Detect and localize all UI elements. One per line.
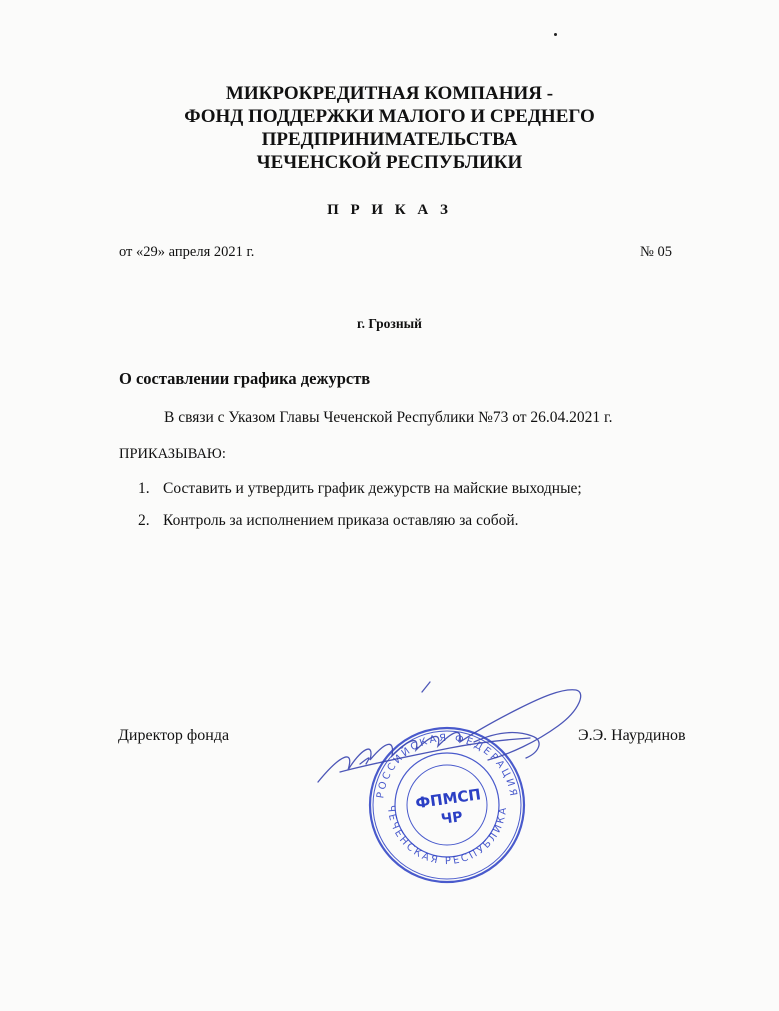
handwritten-signature (300, 660, 600, 800)
order-items (138, 480, 582, 544)
seal-center-bottom: ЧР (440, 809, 464, 828)
order-word: ПРИКАЗЫВАЮ: (119, 446, 226, 462)
header-line-3: ПРЕДПРИНИМАТЕЛЬСТВА (261, 129, 518, 150)
signatory-name: Э.Э. Наурдинов (578, 727, 686, 744)
signatory-position: Директор фонда (118, 727, 230, 744)
order-item (138, 480, 582, 498)
document-title: П Р И К А З (327, 202, 452, 218)
order-item (138, 512, 582, 530)
document-number: № 05 (640, 244, 672, 260)
document-date: от «29» апреля 2021 г. (119, 244, 255, 260)
order-item-text: Составить и утвердить график дежурств на майские выходные; (163, 480, 582, 497)
order-item-number: 2. (138, 512, 150, 529)
document-subject: О составлении графика дежурств (119, 369, 371, 388)
header-line-2: ФОНД ПОДДЕРЖКИ МАЛОГО И СРЕДНЕГО (184, 106, 595, 127)
organization-header (0, 82, 779, 174)
order-item-number: 1. (138, 480, 150, 497)
seal-ring-top: РОССИЙСКАЯ ФЕДЕРАЦИЯ (375, 732, 519, 800)
order-item-text: Контроль за исполнением приказа оставляю за собой. (163, 512, 519, 529)
scan-speck (554, 33, 557, 36)
header-line-1: МИКРОКРЕДИТНАЯ КОМПАНИЯ - (225, 83, 554, 104)
document-basis: В связи с Указом Главы Чеченской Республики №73 от 26.04.2021 г. (164, 409, 613, 426)
seal-ring-bottom: ЧЕЧЕНСКАЯ РЕСПУБЛИКА (384, 804, 510, 868)
document-city: г. Грозный (357, 316, 422, 331)
header-line-4: ЧЕЧЕНСКОЙ РЕСПУБЛИКИ (256, 152, 523, 173)
seal-center-top: ФПМСП (414, 785, 483, 813)
